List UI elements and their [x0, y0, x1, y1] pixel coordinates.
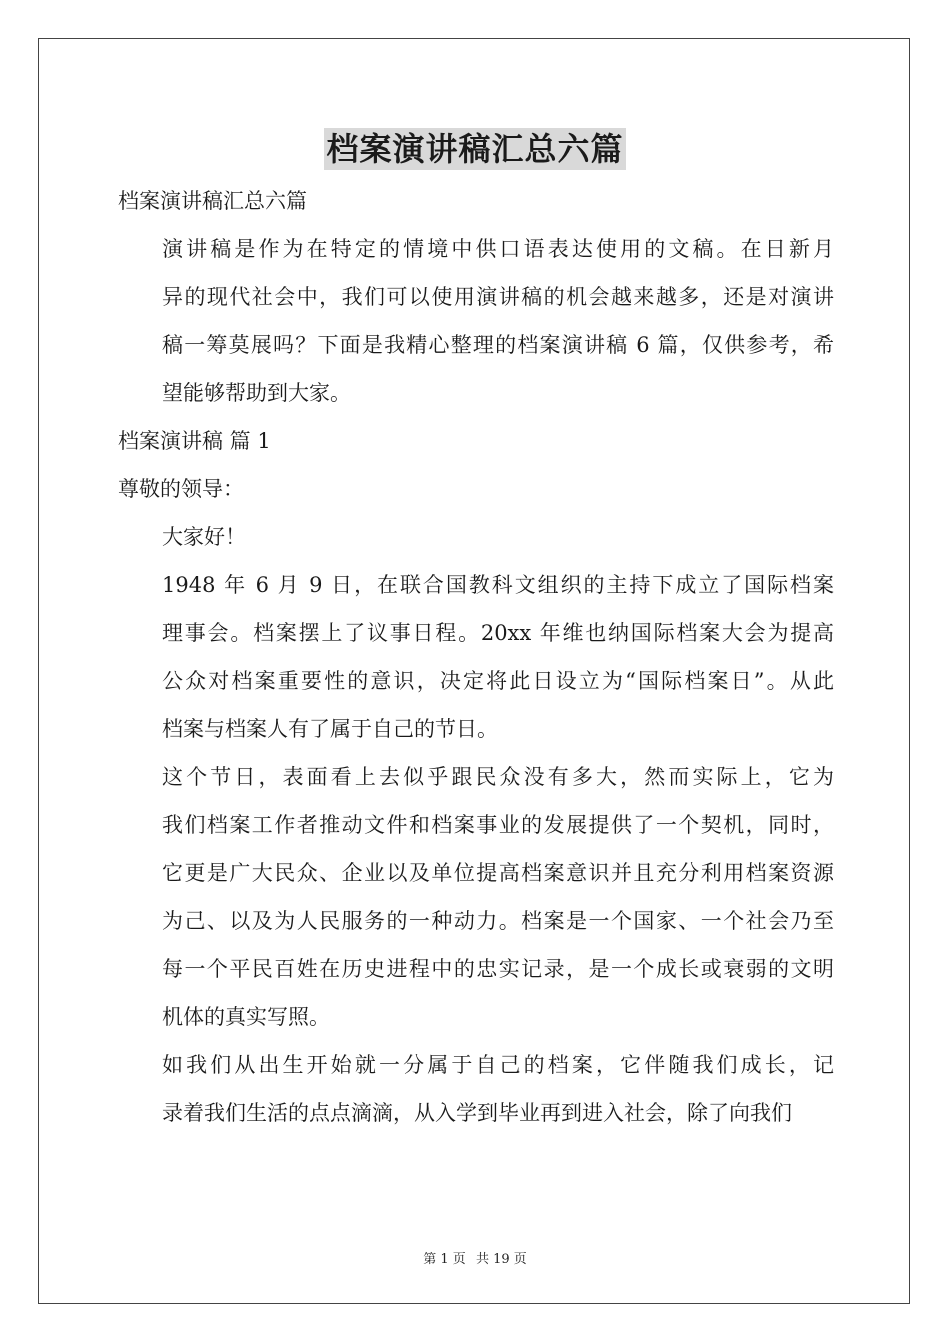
text-line: 大家好！: [162, 525, 246, 549]
text-line: 为己、以及为人民服务的一种动力。档案是一个国家、一个社会乃至: [162, 909, 834, 933]
paragraph: [118, 417, 834, 465]
paragraph: [118, 513, 834, 561]
text-line: 录着我们生活的点点滴滴，从入学到毕业再到进入社会，除了向我们: [162, 1101, 792, 1125]
text-line: 档案演讲稿汇总六篇: [118, 189, 307, 213]
page-footer: [0, 1248, 950, 1267]
text-line: 异的现代社会中，我们可以使用演讲稿的机会越来越多，还是对演讲: [162, 285, 834, 309]
document-body: [118, 177, 834, 1137]
text-line: 每一个平民百姓在历史进程中的忠实记录，是一个成长或衰弱的文明: [162, 957, 834, 981]
page-total: 共 19 页: [475, 1252, 527, 1267]
text-line: 档案与档案人有了属于自己的节日。: [162, 717, 498, 741]
text-line: 公众对档案重要性的意识，决定将此日设立为“国际档案日”。从此: [162, 669, 834, 693]
text-line: 我们档案工作者推动文件和档案事业的发展提供了一个契机，同时，: [162, 813, 834, 837]
paragraph: [118, 1041, 834, 1137]
paragraph: [118, 561, 834, 753]
paragraph: [118, 177, 834, 225]
text-line: 演讲稿是作为在特定的情境中供口语表达使用的文稿。在日新月: [162, 237, 834, 261]
text-line: 理事会。档案摆上了议事日程。20xx 年维也纳国际档案大会为提高: [162, 621, 834, 645]
text-line: 这个节日，表面看上去似乎跟民众没有多大，然而实际上，它为: [162, 765, 834, 789]
text-line: 稿一筹莫展吗？下面是我精心整理的档案演讲稿 6 篇，仅供参考，希: [162, 333, 834, 357]
text-line: 尊敬的领导：: [118, 477, 244, 501]
paragraph: [118, 225, 834, 417]
paragraph: [118, 465, 834, 513]
text-line: 如我们从出生开始就一分属于自己的档案，它伴随我们成长，记: [162, 1053, 834, 1077]
text-line: 它更是广大民众、企业以及单位提高档案意识并且充分利用档案资源: [162, 861, 834, 885]
text-line: 望能够帮助到大家。: [162, 381, 351, 405]
text-line: 1948 年 6 月 9 日，在联合国教科文组织的主持下成立了国际档案: [162, 573, 834, 597]
paragraph: [118, 753, 834, 1041]
document-title-wrapper: [0, 128, 950, 170]
text-line: 档案演讲稿 篇 1: [118, 429, 271, 453]
page-number: 第 1 页: [423, 1252, 466, 1267]
text-line: 机体的真实写照。: [162, 1005, 330, 1029]
document-title: 档案演讲稿汇总六篇: [326, 130, 624, 168]
